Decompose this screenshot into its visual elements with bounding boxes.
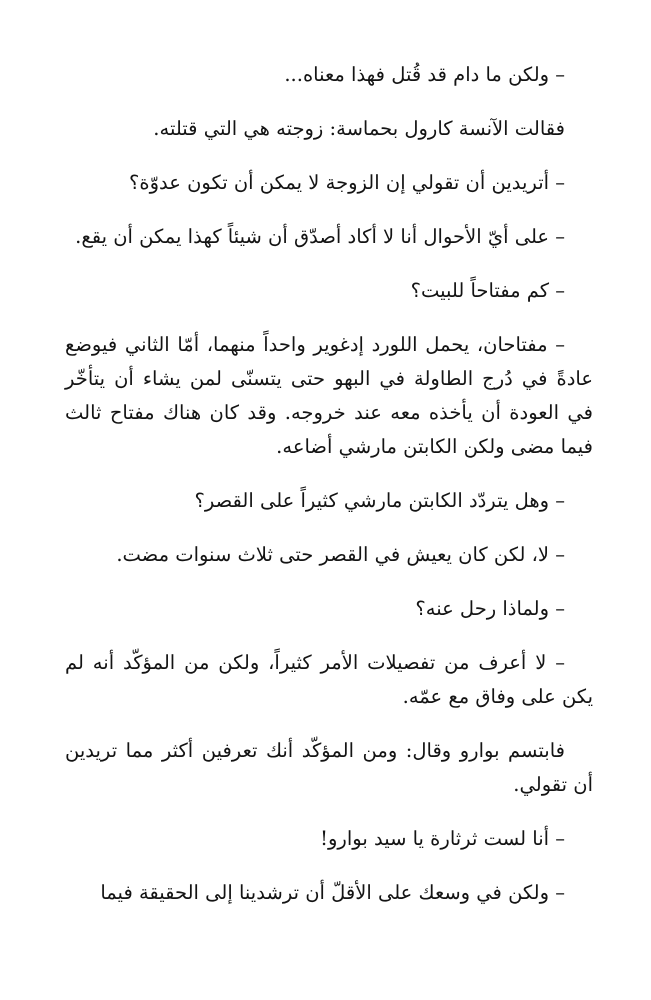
paragraph: – على أيّ الأحوال أنا لا أكاد أصدّق أن شيئاً كهذا يمكن أن يقع. (75, 225, 565, 248)
paragraph: فقالت الآنسة كارول بحماسة: زوجته هي التي قتلته. (153, 117, 565, 140)
book-page (65, 58, 593, 930)
paragraph: – لا أعرف من تفصيلات الأمر كثيراً، ولكن من المؤكّد أنه لم يكن على وفاق مع عمّه. (65, 651, 593, 708)
paragraph: – أنا لست ثرثارة يا سيد بوارو! (320, 827, 565, 850)
paragraph: فابتسم بوارو وقال: ومن المؤكّد أنك تعرفين أكثر مما تريدين أن تقولي. (65, 739, 593, 796)
paragraph: – أتريدين أن تقولي إن الزوجة لا يمكن أن تكون عدوّة؟ (129, 171, 565, 194)
paragraph: – وهل يتردّد الكابتن مارشي كثيراً على القصر؟ (194, 489, 565, 512)
paragraph: – ولكن ما دام قد قُتل فهذا معناه... (284, 63, 565, 86)
paragraph: – لا، لكن كان يعيش في القصر حتى ثلاث سنوات مضت. (116, 543, 565, 566)
paragraph: – كم مفتاحاً للبيت؟ (410, 279, 565, 302)
paragraph: – ولكن في وسعك على الأقلّ أن ترشدينا إلى الحقيقة فيما (100, 881, 565, 904)
paragraph: – ولماذا رحل عنه؟ (415, 597, 565, 620)
paragraph: – مفتاحان، يحمل اللورد إدغوير واحداً منهما، أمّا الثاني فيوضع عادةً في دُرج الطاولة في البهو حتى يتسنّى لمن يشاء أن يتأخّر في العودة أن يأخذه معه عند خروجه. وقد كان هناك مفتاح ثالث فيما مضى ولكن الكابتن مارشي أضاعه. (65, 333, 593, 458)
